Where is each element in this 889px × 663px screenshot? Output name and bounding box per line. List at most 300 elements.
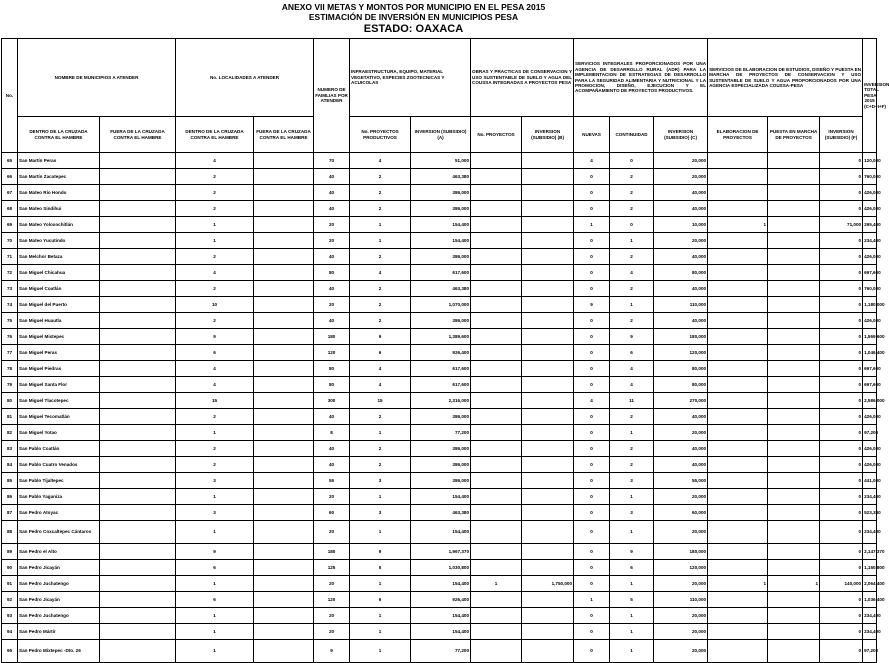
- state-label: ESTADO: OAXACA: [363, 23, 464, 35]
- cell-elaboracion: [708, 393, 768, 409]
- cell-inversion-a: 154,400: [411, 608, 471, 624]
- cell-inversion-a: 386,000: [411, 473, 471, 489]
- table-row: [2, 185, 877, 201]
- cell-municipio-fuera: [100, 457, 176, 473]
- table-row: [2, 441, 877, 457]
- cell-localidades-dentro: 1: [176, 640, 254, 663]
- cell-inversion-a: 463,380: [411, 281, 471, 297]
- cell-continuidad: 11: [610, 393, 654, 409]
- cell-nuevas: 0: [574, 233, 610, 249]
- cell-num-proyectos: 2: [350, 441, 411, 457]
- cell-municipio-fuera: [100, 201, 176, 217]
- cell-no: 93: [2, 608, 18, 624]
- cell-inversion-total: 697,600: [863, 361, 877, 377]
- cell-inversion-c: 180,000: [654, 329, 708, 345]
- document-subtitle: ESTIMACIÓN DE INVERSIÓN EN MUNICIPIOS PESA: [308, 12, 519, 22]
- cell-municipio-fuera: [100, 249, 176, 265]
- cell-localidades-dentro: 2: [176, 185, 254, 201]
- cell-localidades-fuera: [254, 297, 314, 313]
- cell-municipio-dentro: San Miguel Peras: [18, 345, 100, 361]
- header-no: No.: [2, 39, 18, 153]
- cell-localidades-fuera: [254, 576, 314, 592]
- cell-inversion-c: 20,000: [654, 233, 708, 249]
- cell-no: 73: [2, 281, 18, 297]
- cell-continuidad: 2: [610, 249, 654, 265]
- cell-puesta-marcha: [768, 313, 820, 329]
- cell-inversion-b: [522, 624, 574, 640]
- table-row: [2, 624, 877, 640]
- cell-familias: 120: [314, 345, 350, 361]
- cell-localidades-dentro: 1: [176, 521, 254, 544]
- cell-num-proyectos: 1: [350, 640, 411, 663]
- cell-localidades-dentro: 15: [176, 393, 254, 409]
- cell-familias: 20: [314, 489, 350, 505]
- cell-inversion-a: 2,316,000: [411, 393, 471, 409]
- cell-localidades-fuera: [254, 560, 314, 576]
- cell-elaboracion: [708, 473, 768, 489]
- cell-inversion-f: 0: [820, 473, 863, 489]
- cell-inversion-a: 386,000: [411, 185, 471, 201]
- cell-elaboracion: [708, 297, 768, 313]
- cell-continuidad: 1: [610, 608, 654, 624]
- cell-nuevas: 0: [574, 505, 610, 521]
- cell-num-proyectos: 4: [350, 265, 411, 281]
- cell-inversion-b: [522, 233, 574, 249]
- cell-inversion-total: 1,569,600: [863, 329, 877, 345]
- cell-nuevas: 4: [574, 153, 610, 169]
- cell-no: 72: [2, 265, 18, 281]
- cell-num-proyectos: 1: [350, 521, 411, 544]
- cell-num-proyectos: 2: [350, 313, 411, 329]
- cell-proyectos-coussa: [471, 409, 522, 425]
- cell-municipio-dentro: San Pablo Cuatro Venados: [18, 457, 100, 473]
- cell-inversion-a: 926,400: [411, 592, 471, 608]
- cell-municipio-fuera: [100, 560, 176, 576]
- cell-proyectos-coussa: [471, 345, 522, 361]
- cell-nuevas: 0: [574, 249, 610, 265]
- cell-inversion-total: 1,046,400: [863, 345, 877, 361]
- cell-inversion-f: 0: [820, 201, 863, 217]
- cell-puesta-marcha: [768, 297, 820, 313]
- header-nuevas: NUEVAS: [574, 117, 610, 153]
- cell-inversion-b: [522, 505, 574, 521]
- cell-localidades-fuera: [254, 521, 314, 544]
- header-inversion-b: INVERSION (SUBSIDIO) (B): [522, 117, 574, 153]
- cell-municipio-dentro: San Pedro Coxcaltepec Cántaros: [18, 521, 100, 544]
- cell-proyectos-coussa: [471, 544, 522, 560]
- header-inversion-f: INVERSION (SUBSIDIO) (F): [820, 117, 863, 153]
- cell-inversion-total: 426,000: [863, 185, 877, 201]
- cell-familias: 80: [314, 361, 350, 377]
- cell-num-proyectos: 2: [350, 457, 411, 473]
- cell-localidades-fuera: [254, 265, 314, 281]
- cell-inversion-f: 0: [820, 425, 863, 441]
- cell-elaboracion: [708, 409, 768, 425]
- cell-inversion-a: 154,400: [411, 489, 471, 505]
- cell-continuidad: 5: [610, 592, 654, 608]
- cell-inversion-b: [522, 592, 574, 608]
- cell-proyectos-coussa: [471, 201, 522, 217]
- cell-familias: 8: [314, 425, 350, 441]
- cell-nuevas: 0: [574, 425, 610, 441]
- cell-municipio-fuera: [100, 313, 176, 329]
- cell-num-proyectos: 3: [350, 473, 411, 489]
- header-num-proyectos-coussa: No. PROYECTOS: [471, 117, 522, 153]
- cell-inversion-f: 0: [820, 377, 863, 393]
- cell-inversion-c: 20,000: [654, 425, 708, 441]
- cell-inversion-total: 426,000: [863, 201, 877, 217]
- cell-municipio-dentro: San Miguel Tlacotepec: [18, 393, 100, 409]
- cell-municipio-dentro: San Pedro Atoyac: [18, 505, 100, 521]
- cell-inversion-a: 1,070,000: [411, 297, 471, 313]
- cell-inversion-c: 80,000: [654, 377, 708, 393]
- cell-elaboracion: [708, 425, 768, 441]
- cell-localidades-dentro: 6: [176, 560, 254, 576]
- investment-table: [1, 38, 889, 663]
- cell-inversion-c: 20,000: [654, 489, 708, 505]
- cell-inversion-a: 154,400: [411, 217, 471, 233]
- cell-localidades-dentro: 1: [176, 608, 254, 624]
- table-row: [2, 521, 877, 544]
- cell-localidades-fuera: [254, 457, 314, 473]
- cell-localidades-fuera: [254, 473, 314, 489]
- cell-municipio-fuera: [100, 608, 176, 624]
- cell-familias: 180: [314, 329, 350, 345]
- cell-inversion-total: 234,400: [863, 608, 877, 624]
- cell-elaboracion: [708, 489, 768, 505]
- cell-inversion-total: 97,200: [863, 640, 877, 663]
- cell-inversion-a: 386,000: [411, 201, 471, 217]
- cell-proyectos-coussa: [471, 608, 522, 624]
- cell-continuidad: 6: [610, 345, 654, 361]
- cell-localidades-dentro: 1: [176, 489, 254, 505]
- cell-localidades-dentro: 4: [176, 153, 254, 169]
- cell-no: 65: [2, 153, 18, 169]
- cell-localidades-fuera: [254, 345, 314, 361]
- cell-inversion-c: 120,000: [654, 345, 708, 361]
- cell-localidades-dentro: 9: [176, 329, 254, 345]
- cell-elaboracion: [708, 265, 768, 281]
- cell-inversion-a: 463,380: [411, 169, 471, 185]
- cell-municipio-dentro: San Pedro Jicayán: [18, 560, 100, 576]
- cell-inversion-f: 0: [820, 441, 863, 457]
- cell-no: 83: [2, 441, 18, 457]
- header-inversion-c: INVERSION (SUBSIDIO) (C): [654, 117, 708, 153]
- cell-localidades-dentro: 1: [176, 217, 254, 233]
- cell-municipio-fuera: [100, 345, 176, 361]
- cell-inversion-b: [522, 640, 574, 663]
- cell-familias: 40: [314, 249, 350, 265]
- cell-inversion-f: 0: [820, 361, 863, 377]
- cell-inversion-f: 0: [820, 233, 863, 249]
- cell-no: 87: [2, 505, 18, 521]
- cell-inversion-a: 463,380: [411, 505, 471, 521]
- cell-inversion-c: 20,000: [654, 608, 708, 624]
- cell-municipio-fuera: [100, 281, 176, 297]
- cell-nuevas: 0: [574, 624, 610, 640]
- cell-nuevas: 0: [574, 313, 610, 329]
- cell-nuevas: 0: [574, 409, 610, 425]
- cell-inversion-a: 77,200: [411, 425, 471, 441]
- cell-municipio-dentro: San Pablo Coatlán: [18, 441, 100, 457]
- cell-nuevas: 4: [574, 393, 610, 409]
- cell-inversion-b: [522, 489, 574, 505]
- cell-inversion-f: 0: [820, 393, 863, 409]
- cell-inversion-c: 110,000: [654, 592, 708, 608]
- table-row: [2, 377, 877, 393]
- cell-inversion-b: [522, 393, 574, 409]
- cell-municipio-dentro: San Pedro Juchatengo: [18, 576, 100, 592]
- cell-proyectos-coussa: [471, 624, 522, 640]
- cell-proyectos-coussa: [471, 217, 522, 233]
- cell-inversion-total: 523,380: [863, 505, 877, 521]
- cell-inversion-a: 154,400: [411, 521, 471, 544]
- table-row: [2, 544, 877, 560]
- cell-inversion-a: 1,967,370: [411, 544, 471, 560]
- cell-no: 88: [2, 521, 18, 544]
- cell-familias: 55: [314, 473, 350, 489]
- header-puesta-marcha: PUESTA EN MARCHA DE PROYECTOS: [768, 117, 820, 153]
- cell-inversion-f: 0: [820, 608, 863, 624]
- cell-inversion-a: 386,000: [411, 409, 471, 425]
- cell-inversion-b: [522, 473, 574, 489]
- cell-inversion-b: [522, 201, 574, 217]
- cell-inversion-a: 386,000: [411, 249, 471, 265]
- cell-continuidad: 2: [610, 201, 654, 217]
- cell-puesta-marcha: [768, 361, 820, 377]
- cell-inversion-f: 0: [820, 505, 863, 521]
- cell-inversion-f: 0: [820, 249, 863, 265]
- cell-inversion-c: 20,000: [654, 640, 708, 663]
- cell-localidades-fuera: [254, 409, 314, 425]
- cell-familias: 70: [314, 153, 350, 169]
- cell-no: 81: [2, 409, 18, 425]
- cell-elaboracion: [708, 201, 768, 217]
- cell-proyectos-coussa: [471, 377, 522, 393]
- cell-localidades-dentro: 1: [176, 624, 254, 640]
- cell-localidades-fuera: [254, 505, 314, 521]
- cell-localidades-dentro: 3: [176, 505, 254, 521]
- cell-puesta-marcha: [768, 521, 820, 544]
- cell-municipio-dentro: San Miguel Huautla: [18, 313, 100, 329]
- cell-inversion-f: 0: [820, 640, 863, 663]
- cell-no: 90: [2, 560, 18, 576]
- cell-municipio-dentro: San Pedro Juchatengo: [18, 608, 100, 624]
- cell-no: 89: [2, 544, 18, 560]
- header-familias: NUMERO DE FAMILIAS POR ATENDER: [314, 39, 350, 153]
- cell-elaboracion: [708, 441, 768, 457]
- cell-localidades-dentro: 6: [176, 592, 254, 608]
- cell-proyectos-coussa: [471, 425, 522, 441]
- cell-familias: 20: [314, 521, 350, 544]
- cell-elaboracion: [708, 521, 768, 544]
- cell-familias: 120: [314, 592, 350, 608]
- cell-no: 77: [2, 345, 18, 361]
- header-elaboracion: ELABORACION DE PROYECTOS: [708, 117, 768, 153]
- cell-localidades-dentro: 3: [176, 473, 254, 489]
- cell-nuevas: 0: [574, 281, 610, 297]
- cell-puesta-marcha: [768, 505, 820, 521]
- cell-inversion-c: 270,000: [654, 393, 708, 409]
- cell-inversion-total: 697,600: [863, 377, 877, 393]
- cell-inversion-b: [522, 544, 574, 560]
- cell-municipio-dentro: San Pedro el Alto: [18, 544, 100, 560]
- cell-proyectos-coussa: [471, 249, 522, 265]
- cell-inversion-b: 1,750,000: [522, 576, 574, 592]
- table-row: [2, 313, 877, 329]
- cell-puesta-marcha: [768, 185, 820, 201]
- cell-inversion-total: 2,064,400: [863, 576, 877, 592]
- cell-proyectos-coussa: [471, 393, 522, 409]
- cell-inversion-total: 1,150,800: [863, 560, 877, 576]
- cell-continuidad: 3: [610, 505, 654, 521]
- cell-nuevas: 9: [574, 297, 610, 313]
- table-row: [2, 281, 877, 297]
- cell-inversion-c: 20,000: [654, 521, 708, 544]
- cell-inversion-b: [522, 153, 574, 169]
- cell-inversion-b: [522, 560, 574, 576]
- cell-municipio-dentro: San Miguel Mixtepec: [18, 329, 100, 345]
- cell-localidades-fuera: [254, 425, 314, 441]
- cell-no: 86: [2, 489, 18, 505]
- cell-proyectos-coussa: [471, 329, 522, 345]
- cell-inversion-b: [522, 265, 574, 281]
- cell-localidades-fuera: [254, 169, 314, 185]
- cell-proyectos-coussa: [471, 489, 522, 505]
- cell-proyectos-coussa: [471, 281, 522, 297]
- cell-municipio-dentro: San Martín Zacatepec: [18, 169, 100, 185]
- cell-familias: 80: [314, 265, 350, 281]
- cell-proyectos-coussa: [471, 361, 522, 377]
- header-obras-coussa: OBRAS Y PRACTICAS DE CONSERVACION Y USO SUSTENTABLE DE SUELO Y AGUA DEL COUSSA INTEGRADAS A PROYECTOS PESA: [471, 39, 574, 117]
- cell-municipio-fuera: [100, 185, 176, 201]
- cell-localidades-dentro: 2: [176, 441, 254, 457]
- cell-inversion-a: 1,389,600: [411, 329, 471, 345]
- cell-municipio-dentro: San Pablo Tijaltepec: [18, 473, 100, 489]
- cell-localidades-dentro: 10: [176, 297, 254, 313]
- cell-inversion-b: [522, 297, 574, 313]
- cell-elaboracion: [708, 624, 768, 640]
- cell-familias: 40: [314, 281, 350, 297]
- cell-inversion-a: 386,000: [411, 313, 471, 329]
- cell-proyectos-coussa: 1: [471, 576, 522, 592]
- cell-inversion-b: [522, 457, 574, 473]
- cell-localidades-dentro: 1: [176, 576, 254, 592]
- cell-puesta-marcha: [768, 457, 820, 473]
- table-row: [2, 592, 877, 608]
- table-row: [2, 217, 877, 233]
- cell-localidades-dentro: 2: [176, 409, 254, 425]
- cell-num-proyectos: 1: [350, 233, 411, 249]
- cell-puesta-marcha: [768, 281, 820, 297]
- cell-inversion-total: 234,400: [863, 489, 877, 505]
- cell-familias: 60: [314, 505, 350, 521]
- table-row: [2, 640, 877, 663]
- cell-elaboracion: [708, 345, 768, 361]
- cell-nuevas: 0: [574, 473, 610, 489]
- cell-inversion-f: 0: [820, 153, 863, 169]
- cell-municipio-fuera: [100, 377, 176, 393]
- cell-municipio-fuera: [100, 576, 176, 592]
- cell-nuevas: 0: [574, 329, 610, 345]
- cell-municipio-dentro: San Mateo Yoloxochitlán: [18, 217, 100, 233]
- cell-inversion-a: 926,400: [411, 345, 471, 361]
- header-loc-dentro: DENTRO DE LA CRUZADA CONTRA EL HAMBRE: [176, 117, 254, 153]
- table-row: [2, 409, 877, 425]
- cell-proyectos-coussa: [471, 233, 522, 249]
- header-infraestructura: INFRAESTRUCTURA, EQUIPO, MATERIAL VEGETATIVO, ESPECIES ZOOTECNICAS Y ACUICOLAS: [350, 39, 471, 117]
- cell-num-proyectos: 6: [350, 592, 411, 608]
- cell-proyectos-coussa: [471, 265, 522, 281]
- cell-puesta-marcha: [768, 169, 820, 185]
- header-continuidad: CONTINUIDAD: [610, 117, 654, 153]
- table-row: [2, 249, 877, 265]
- cell-familias: 40: [314, 409, 350, 425]
- cell-proyectos-coussa: [471, 169, 522, 185]
- cell-nuevas: 0: [574, 441, 610, 457]
- cell-municipio-dentro: San Mateo Yucutindo: [18, 233, 100, 249]
- cell-municipio-dentro: San Miguel Santa Flor: [18, 377, 100, 393]
- cell-inversion-total: 441,000: [863, 473, 877, 489]
- cell-municipio-dentro: San Mateo Sindihui: [18, 201, 100, 217]
- cell-no: 68: [2, 201, 18, 217]
- cell-familias: 40: [314, 441, 350, 457]
- cell-familias: 300: [314, 393, 350, 409]
- cell-localidades-dentro: 6: [176, 345, 254, 361]
- cell-municipio-fuera: [100, 624, 176, 640]
- cell-familias: 125: [314, 560, 350, 576]
- cell-continuidad: 6: [610, 560, 654, 576]
- cell-puesta-marcha: [768, 592, 820, 608]
- cell-nuevas: 0: [574, 640, 610, 663]
- cell-elaboracion: [708, 185, 768, 201]
- cell-puesta-marcha: [768, 233, 820, 249]
- cell-num-proyectos: 2: [350, 297, 411, 313]
- table-row: [2, 329, 877, 345]
- header-localidades: No. LOCALIDADES A ATENDER: [176, 39, 314, 117]
- cell-elaboracion: [708, 249, 768, 265]
- document-title: ANEXO VII METAS Y MONTOS POR MUNICIPIO EN EL PESA 2015: [281, 2, 546, 12]
- header-num-proyectos: No. PROYECTOS PRODUCTIVOS: [350, 117, 411, 153]
- cell-municipio-fuera: [100, 409, 176, 425]
- cell-proyectos-coussa: [471, 153, 522, 169]
- cell-familias: 20: [314, 576, 350, 592]
- cell-localidades-dentro: 4: [176, 377, 254, 393]
- cell-inversion-c: 60,000: [654, 505, 708, 521]
- header-municipio: NOMBRE DE MUNICIPIOS A ATENDER: [18, 39, 176, 117]
- cell-familias: 20: [314, 233, 350, 249]
- cell-inversion-total: 1,180,000: [863, 297, 877, 313]
- cell-municipio-fuera: [100, 153, 176, 169]
- cell-familias: 40: [314, 457, 350, 473]
- cell-continuidad: 0: [610, 153, 654, 169]
- cell-elaboracion: 1: [708, 576, 768, 592]
- cell-localidades-fuera: [254, 329, 314, 345]
- cell-inversion-total: 234,400: [863, 521, 877, 544]
- cell-inversion-c: 20,000: [654, 169, 708, 185]
- cell-localidades-dentro: 1: [176, 233, 254, 249]
- cell-inversion-total: 426,000: [863, 313, 877, 329]
- cell-inversion-a: 386,000: [411, 441, 471, 457]
- cell-municipio-dentro: San Martín Peras: [18, 153, 100, 169]
- cell-localidades-fuera: [254, 640, 314, 663]
- cell-num-proyectos: 4: [350, 361, 411, 377]
- cell-continuidad: 2: [610, 281, 654, 297]
- cell-puesta-marcha: [768, 249, 820, 265]
- cell-municipio-fuera: [100, 169, 176, 185]
- cell-municipio-fuera: [100, 640, 176, 663]
- cell-no: 67: [2, 185, 18, 201]
